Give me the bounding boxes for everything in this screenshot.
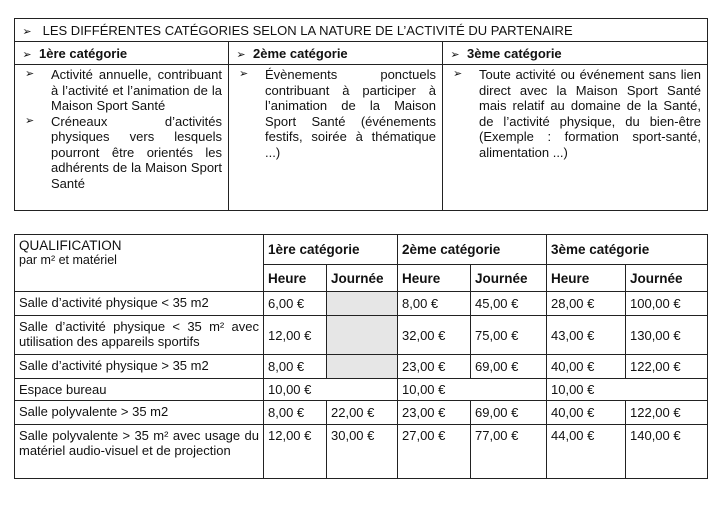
- pricing-cat2-header: 2ème catégorie: [398, 235, 547, 265]
- list-item: ➢ Créneaux d’activités physiques vers lesquels pourront être orientés les adhérents de la Maison Sport Santé: [25, 113, 222, 191]
- column-header-day: Journée: [471, 265, 547, 292]
- price-cell: 75,00 €: [471, 316, 547, 355]
- price-cell-empty: [327, 292, 398, 316]
- price-cell: 23,00 €: [398, 355, 471, 379]
- pricing-cat3-header: 3ème catégorie: [547, 235, 708, 265]
- row-label: Salle polyvalente > 35 m² avec usage du matériel audio-visuel et de projection: [15, 425, 264, 479]
- table-row: [15, 425, 708, 479]
- price-cell: 8,00 €: [398, 292, 471, 316]
- pricing-cat1-header: 1ère catégorie: [264, 235, 398, 265]
- categories-title-cell: [15, 19, 708, 42]
- arrow-bullet-icon: ➢: [450, 48, 460, 61]
- price-cell: 100,00 €: [626, 292, 708, 316]
- row-label: Salle d’activité physique < 35 m² avec utilisation des appareils sportifs: [15, 316, 264, 355]
- price-cell: 44,00 €: [547, 425, 626, 479]
- price-cell-empty: [327, 355, 398, 379]
- list-item: ➢ Activité annuelle, contribuant à l’activité et l’animation de la Maison Sport Santé: [25, 67, 222, 113]
- qualification-subtitle: par m² et matériel: [19, 253, 117, 267]
- price-cell: 130,00 €: [626, 316, 708, 355]
- table-row: [15, 355, 708, 379]
- category-1-heading: 1ère catégorie: [39, 45, 128, 61]
- table-row: [15, 292, 708, 316]
- category-2-description: [229, 65, 443, 211]
- category-2-heading-cell: [229, 42, 443, 65]
- arrow-bullet-icon: ➢: [236, 48, 246, 61]
- arrow-bullet-icon: ➢: [453, 68, 463, 80]
- price-cell: 69,00 €: [471, 355, 547, 379]
- price-cell: 8,00 €: [264, 401, 327, 425]
- column-header-day: Journée: [626, 265, 708, 292]
- category-3-description: [443, 65, 708, 211]
- price-cell: 6,00 €: [264, 292, 327, 316]
- price-cell: 77,00 €: [471, 425, 547, 479]
- qualification-header: [15, 235, 264, 292]
- table-row: [15, 316, 708, 355]
- price-cell: 32,00 €: [398, 316, 471, 355]
- price-cell: 10,00 €: [547, 379, 708, 401]
- price-cell: 10,00 €: [264, 379, 398, 401]
- price-cell: 28,00 €: [547, 292, 626, 316]
- price-cell: 22,00 €: [327, 401, 398, 425]
- row-label: Espace bureau: [15, 379, 264, 401]
- price-cell: 8,00 €: [264, 355, 327, 379]
- price-cell: 122,00 €: [626, 355, 708, 379]
- price-cell: 122,00 €: [626, 401, 708, 425]
- category-2-heading: 2ème catégorie: [253, 45, 348, 61]
- row-label: Salle polyvalente > 35 m2: [15, 401, 264, 425]
- list-item: ➢ Évènements ponctuels contribuant à participer à l’animation de la Maison Sport Santé (événements festifs, soirée à thématique ...): [239, 67, 436, 160]
- categories-title: LES DIFFÉRENTES CATÉGORIES SELON LA NATURE DE L’ACTIVITÉ DU PARTENAIRE: [42, 22, 573, 38]
- row-label: Salle d’activité physique < 35 m2: [15, 292, 264, 316]
- category-1-heading-cell: [15, 42, 229, 65]
- category-1-description: [15, 65, 229, 211]
- column-header-hour: Heure: [547, 265, 626, 292]
- arrow-bullet-icon: ➢: [25, 114, 35, 127]
- list-item: ➢ Toute activité ou événement sans lien direct avec la Maison Sport Santé mais relatif au domaine de la Santé, de l’activité physique, du bien-être (Exemple : formation sport-santé, alimentation ...): [453, 67, 702, 160]
- price-cell: 12,00 €: [264, 316, 327, 355]
- row-label: Salle d’activité physique > 35 m2: [15, 355, 264, 379]
- column-header-hour: Heure: [398, 265, 471, 292]
- arrow-bullet-icon: ➢: [22, 48, 32, 61]
- column-header-hour: Heure: [264, 265, 327, 292]
- table-row: [15, 401, 708, 425]
- price-cell: 30,00 €: [327, 425, 398, 479]
- table-row: [15, 379, 708, 401]
- price-cell: 69,00 €: [471, 401, 547, 425]
- price-cell: 12,00 €: [264, 425, 327, 479]
- price-cell: 45,00 €: [471, 292, 547, 316]
- price-cell: 10,00 €: [398, 379, 547, 401]
- category-3-heading: 3ème catégorie: [467, 45, 562, 61]
- arrow-bullet-icon: ➢: [239, 68, 249, 80]
- price-cell-empty: [327, 316, 398, 355]
- price-cell: 43,00 €: [547, 316, 626, 355]
- price-cell: 27,00 €: [398, 425, 471, 479]
- price-cell: 140,00 €: [626, 425, 708, 479]
- pricing-table: [14, 234, 708, 479]
- qualification-title: QUALIFICATION: [19, 238, 122, 253]
- category-3-heading-cell: [443, 42, 708, 65]
- price-cell: 40,00 €: [547, 355, 626, 379]
- price-cell: 40,00 €: [547, 401, 626, 425]
- categories-table: [14, 18, 708, 211]
- price-cell: 23,00 €: [398, 401, 471, 425]
- arrow-bullet-icon: ➢: [22, 25, 32, 38]
- column-header-day: Journée: [327, 265, 398, 292]
- arrow-bullet-icon: ➢: [25, 68, 35, 80]
